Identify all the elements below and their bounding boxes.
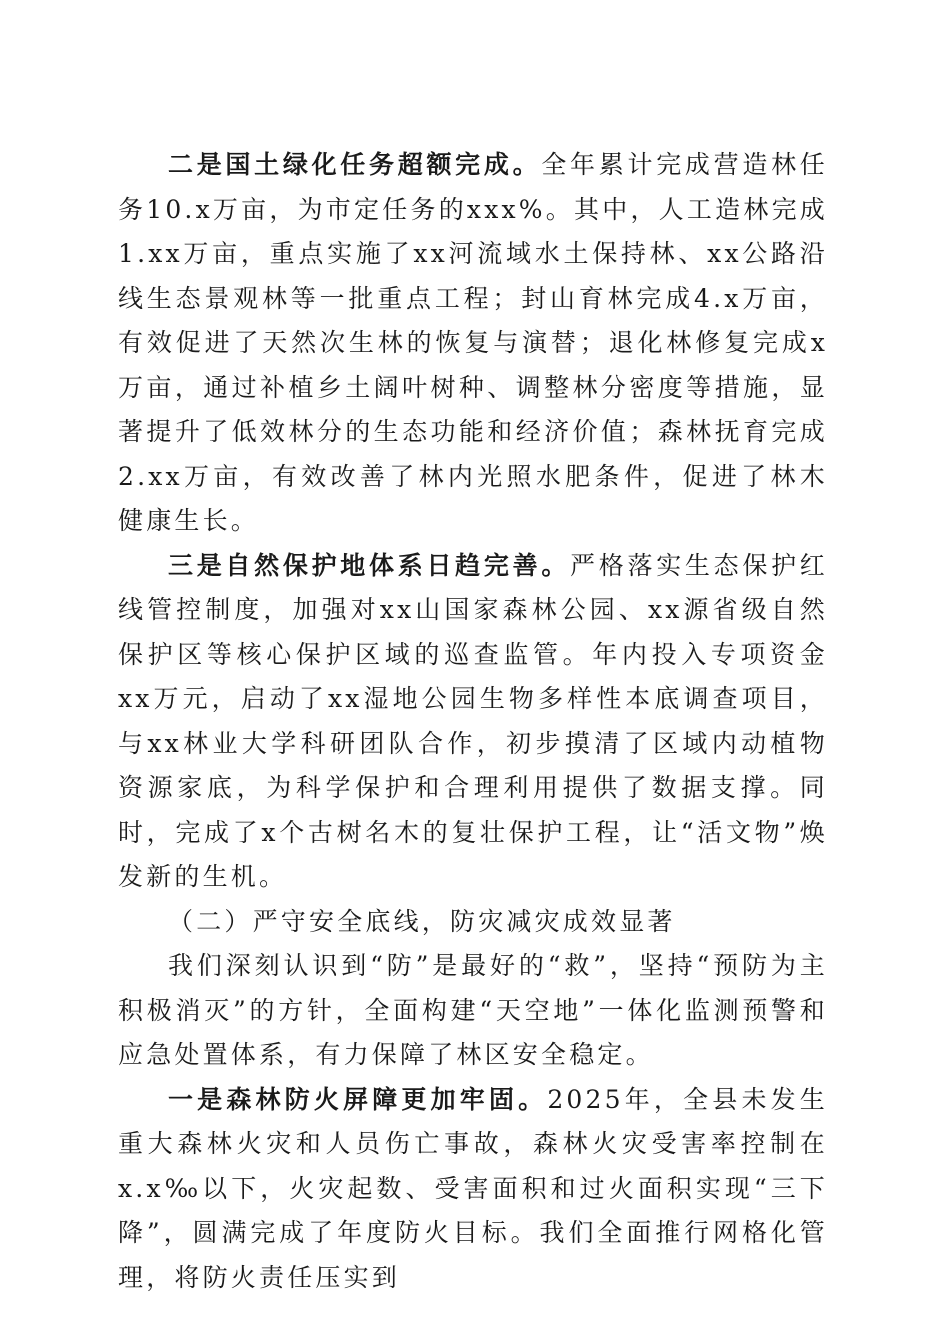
paragraph-text: 全年累计完成营造林任务10.x万亩，为市定任务的xxx%。其中，人工造林完成1.xx万亩，重点实施了xx河流域水土保持林、xx公路沿线生态景观林等一批重点工程；封山育林完成4.x万亩，有效促进了天然次生林的恢复与演替；退化林修复完成x万亩，通过补植乡土阔叶树种、调整林分密度等措施，显著提升了低效林分的生态功能和经济价值；森林抚育完成2.xx万亩，有效改善了林内光照水肥条件，促进了林木健康生长。 xyxy=(118,150,828,535)
paragraph-intro: 我们深刻认识到“防”是最好的“救”，坚持“预防为主积极消灭”的方针，全面构建“天空地”一体化监测预警和应急处置体系，有力保障了林区安全稳定。 xyxy=(118,951,828,1069)
paragraph-lead: 三是自然保护地体系日趋完善。 xyxy=(168,550,571,580)
paragraph-text: 2025年，全县未发生重大森林火灾和人员伤亡事故，森林火灾受害率控制在x.x‰以下，火灾起数、受害面积和过火面积实现“三下降”，圆满完成了年度防火目标。我们全面推行网格化管理，将防火责任压实到 xyxy=(118,1084,828,1292)
paragraph-lead: 二是国土绿化任务超额完成。 xyxy=(168,150,542,179)
section-heading: （二）严守安全底线，防灾减灾成效显著 xyxy=(168,906,676,936)
paragraph-nature-reserves xyxy=(118,544,828,900)
document-body xyxy=(118,143,828,1300)
paragraph-fire-prevention xyxy=(118,1078,828,1301)
paragraph-text: 严格落实生态保护红线管控制度，加强对xx山国家森林公园、xx源省级自然保护区等核心保护区域的巡查监管。年内投入专项资金xx万元，启动了xx湿地公园生物多样性本底调查项目，与xx林业大学科研团队合作，初步摸清了区域内动植物资源家底，为科学保护和合理利用提供了数据支撑。同时，完成了x个古树名木的复壮保护工程，让“活文物”焕发新的生机。 xyxy=(118,550,828,891)
paragraph-lead: 一是森林防火屏障更加牢固。 xyxy=(168,1084,548,1114)
paragraph-land-greening xyxy=(118,143,828,544)
